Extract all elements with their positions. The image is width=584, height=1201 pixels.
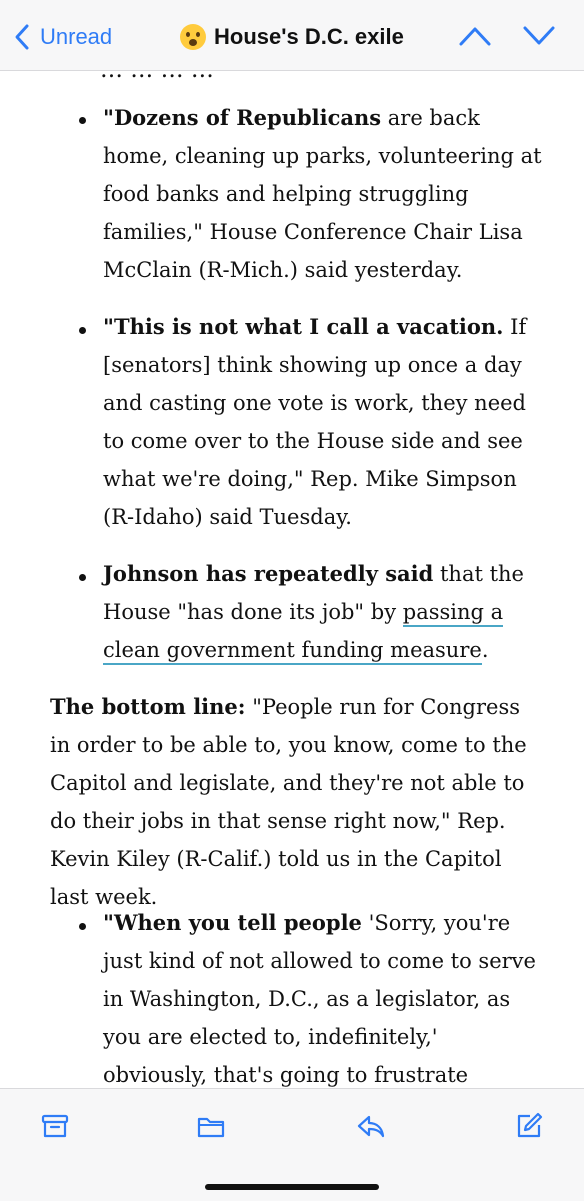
chevron-left-icon bbox=[14, 24, 30, 50]
bullet-dot bbox=[79, 923, 86, 930]
home-indicator[interactable] bbox=[205, 1184, 379, 1190]
bullet-bold-lead: "When you tell people bbox=[103, 910, 362, 935]
funding-measure-link[interactable]: passing a clean government funding measure bbox=[103, 600, 503, 665]
bullet-bold-lead: Johnson has repeatedly said bbox=[103, 561, 434, 586]
archive-icon[interactable] bbox=[40, 1111, 70, 1141]
bullet-dot bbox=[79, 574, 86, 581]
bullet-bold-lead: "This is not what I call a vacation. bbox=[103, 314, 504, 339]
bullet-bold-lead: "Dozens of Republicans bbox=[103, 105, 382, 130]
top-nav-bar bbox=[0, 0, 584, 71]
clipped-text-line: … … … … bbox=[100, 57, 214, 83]
shushing-face-icon bbox=[180, 24, 206, 50]
message-title bbox=[180, 22, 404, 52]
compose-icon[interactable] bbox=[514, 1111, 544, 1141]
bullet-paragraph bbox=[103, 99, 543, 289]
bullet-dot bbox=[79, 117, 86, 124]
bullet-text: If [senators] think showing up once a day and casting one vote is work, they need to come over to the House side and see what we're doing," Rep. Mike Simpson (R-Idaho) said Tuesday. bbox=[103, 315, 527, 529]
folder-icon[interactable] bbox=[196, 1111, 226, 1141]
chevron-down-icon[interactable] bbox=[522, 24, 556, 48]
bullet-text: that the House "has done its job" by bbox=[103, 562, 524, 624]
bottom-line-label: The bottom line: bbox=[50, 694, 246, 719]
reply-icon[interactable] bbox=[356, 1111, 386, 1141]
bullet-text-end: . bbox=[481, 638, 489, 662]
bottom-line-text: "People run for Congress in order to be able to, you know, come to the Capitol and legislate, and they're not able to do their jobs in that sense right now," Rep. Kevin Kiley (R-Calif.) told us in the Capitol last week. bbox=[50, 695, 527, 909]
bullet-text: are back home, cleaning up parks, volunteering at food banks and helping struggling families," House Conference Chair Lisa McClain (R-Mich.) said yesterday. bbox=[103, 106, 542, 282]
bullet-paragraph bbox=[103, 555, 543, 669]
message-body[interactable] bbox=[0, 57, 584, 1087]
chevron-up-icon[interactable] bbox=[458, 24, 492, 48]
message-title-text: House's D.C. exile bbox=[214, 24, 404, 49]
bullet-dot bbox=[79, 327, 86, 334]
bottom-line-paragraph bbox=[50, 688, 545, 916]
back-button[interactable] bbox=[14, 22, 112, 52]
back-label: Unread bbox=[40, 24, 113, 49]
bullet-paragraph bbox=[103, 308, 543, 536]
bullet-text: 'Sorry, you're just kind of not allowed to come to serve in Washington, D.C., as a legislator, as you are elected to, indefinitely,' obviously, that's going to frustrate bbox=[103, 911, 536, 1087]
